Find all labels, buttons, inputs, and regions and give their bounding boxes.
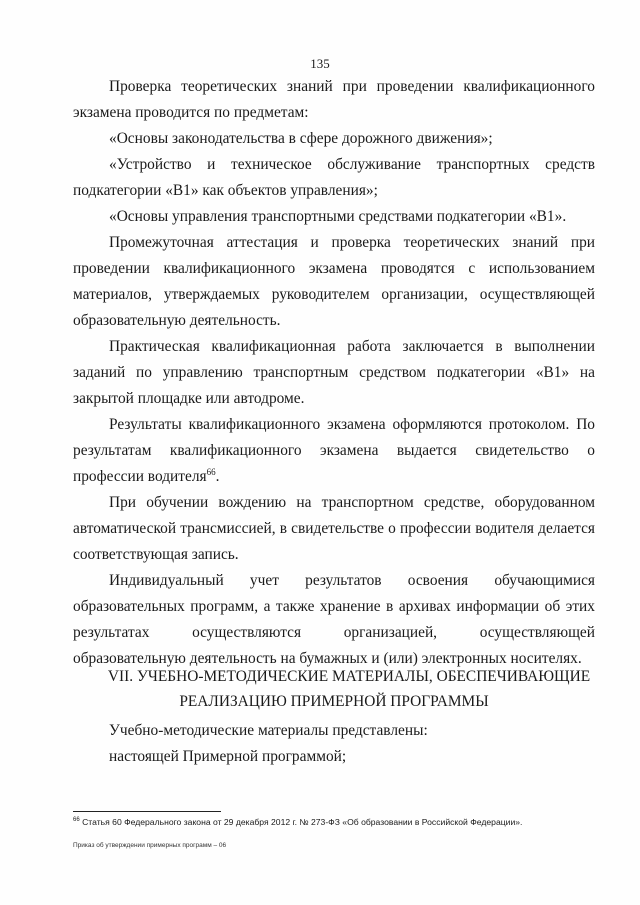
footnote-reference: 66 xyxy=(206,466,216,477)
page-number: 135 xyxy=(310,56,330,71)
body-text xyxy=(73,74,595,672)
footnote-divider xyxy=(73,811,221,812)
paragraph: Индивидуальный учет результатов освоения обучающимися образовательных программ, а также хранение в архивах информации об этих результатах осуществляются организацией, осуществляющей образовательную деятельность на бумажных и (или) электронных носителях. xyxy=(73,572,595,667)
paragraph: «Устройство и техническое обслуживание транспортных средств подкатегории «B1» как объектов управления»; xyxy=(73,156,595,199)
paragraph: При обучении вождению на транспортном средстве, оборудованном автоматической трансмиссией, в свидетельстве о профессии водителя делается соответствующая запись. xyxy=(73,494,595,563)
footnote-text: Статья 60 Федерального закона от 29 декабря 2012 г. № 273-ФЗ «Об образовании в Российской Федерации». xyxy=(79,817,523,827)
footnote-marker: 66 xyxy=(73,817,80,824)
paragraph-text: Результаты квалификационного экзамена оформляются протоколом. По результатам квалификационного экзамена выдается свидетельство о профессии водителя xyxy=(73,416,595,485)
section-heading-line: VII. УЧЕБНО-МЕТОДИЧЕСКИЕ МАТЕРИАЛЫ, ОБЕСПЕЧИВАЮЩИЕ xyxy=(107,668,591,685)
paragraph-with-footnote xyxy=(73,412,595,490)
section-heading-line: РЕАЛИЗАЦИЮ ПРИМЕРНОЙ ПРОГРАММЫ xyxy=(179,693,489,710)
paragraph: «Основы законодательства в сфере дорожного движения»; xyxy=(109,130,493,147)
paragraph: «Основы управления транспортными средствами подкатегории «B1». xyxy=(109,208,567,225)
paragraph: Промежуточная аттестация и проверка теоретических знаний при проведении квалификационного экзамена проводятся с использованием материалов, утверждаемых руководителем организации, осуществляющей образовательную деятельность. xyxy=(73,234,595,329)
paragraph-text-end: . xyxy=(215,468,220,485)
page-footer: Приказ об утверждении примерных программ – 06 xyxy=(73,842,227,849)
paragraph: Учебно-методические материалы представлены: xyxy=(109,722,428,739)
paragraph: Практическая квалификационная работа заключается в выполнении заданий по управлению транспортным средством подкатегории «B1» на закрытой площадке или автодроме. xyxy=(73,338,595,407)
paragraph: Проверка теоретических знаний при проведении квалификационного экзамена проводится по предметам: xyxy=(73,78,595,121)
paragraph: настоящей Примерной программой; xyxy=(109,748,347,765)
section-heading xyxy=(73,664,595,714)
footnote xyxy=(73,816,595,828)
section-body xyxy=(73,718,595,770)
